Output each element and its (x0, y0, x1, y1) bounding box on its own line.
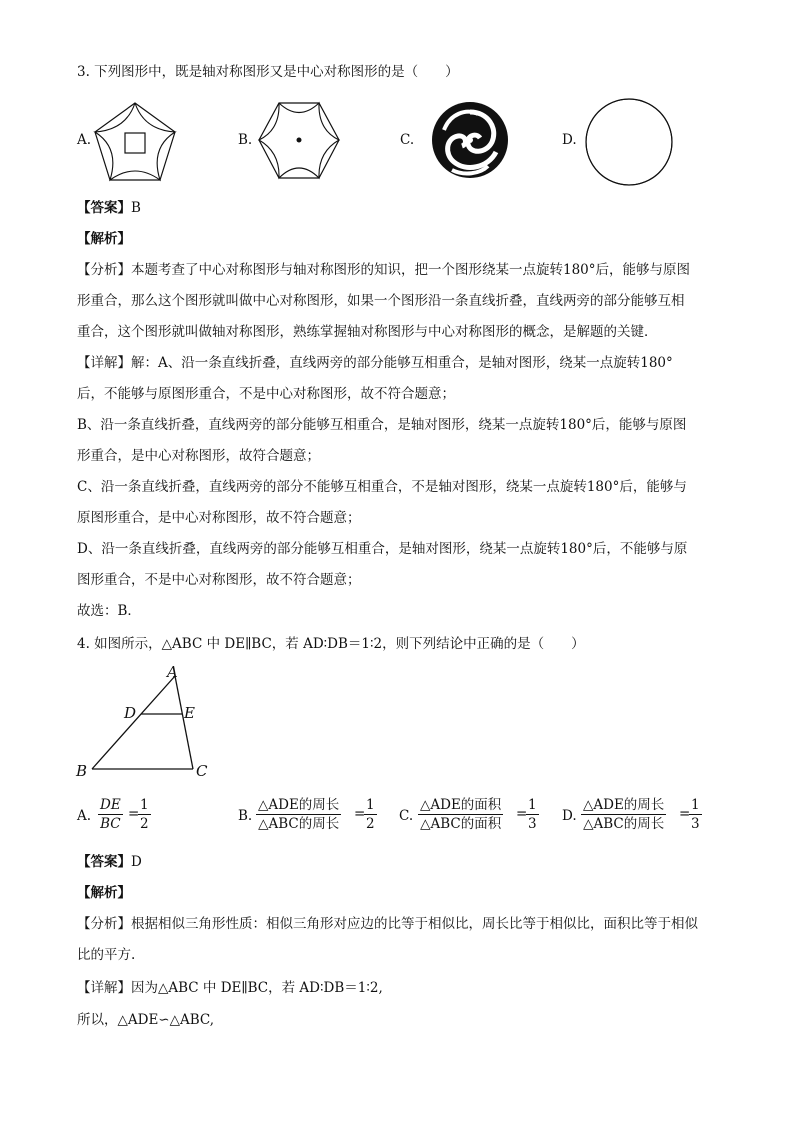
q4-option-d-den: △ABC的周长 (583, 816, 665, 832)
q3-answer (77, 198, 141, 218)
q4-option-d-ratio (689, 796, 702, 833)
q4-option-d-fraction (581, 796, 666, 833)
q3-option-c-label: C. (400, 132, 415, 148)
triangle-vertex-a: A (167, 663, 178, 681)
q4-option-b-label: B. (238, 808, 253, 824)
q3-line-8: C、沿一条直线折叠，直线两旁的部分不能够互相重合，不是轴对图形，绕某一点旋转180°后，能够与 (77, 479, 687, 495)
triangle-point-d: D (124, 704, 137, 722)
q4-option-c-ratio-num: 1 (528, 797, 537, 813)
q4-option-a-label: A. (77, 808, 92, 824)
q3-line-10: D、沿一条直线折叠，直线两旁的部分能够互相重合，是轴对图形，绕某一点旋转180°后，不能够与原 (77, 541, 688, 557)
q4-option-d-ratio-den: 3 (691, 816, 700, 832)
q3-figure-swirl (430, 100, 510, 180)
q4-line-1: 【分析】根据相似三角形性质：相似三角形对应边的比等于相似比，周长比等于相似比，面积比等于相似 (77, 916, 698, 932)
q4-answer-tag: 【答案】 (77, 854, 131, 870)
q4-option-d-label: D. (562, 808, 577, 824)
q4-option-a-num: DE (100, 797, 121, 813)
q4-option-d-num: △ADE的周长 (583, 797, 665, 813)
q4-answer-value: D (131, 854, 142, 870)
q4-option-a-fraction (98, 796, 123, 833)
q4-option-c-fraction (418, 796, 503, 833)
q3-answer-value: B (131, 200, 141, 216)
q3-option-b-label: B. (238, 132, 253, 148)
triangle-vertex-b: B (76, 762, 88, 780)
q3-option-d-label: D. (562, 132, 577, 148)
q4-analysis-tag: 【解析】 (77, 885, 131, 901)
q3-analysis-tag: 【解析】 (77, 231, 131, 247)
q4-option-b-den: △ABC的周长 (258, 816, 340, 832)
q4-option-c-eq: = (516, 806, 528, 822)
q3-line-6: B、沿一条直线折叠，直线两旁的部分能够互相重合，是轴对图形，绕某一点旋转180°后，能够与原图 (77, 417, 687, 433)
triangle-point-e: E (184, 704, 195, 722)
q4-line-3: 【详解】因为△ABC 中 DE∥BC，若 AD∶DB＝1∶2, (77, 980, 383, 996)
q4-line-4: 所以，△ADE∽△ABC, (77, 1012, 215, 1028)
q4-option-b-fraction (256, 796, 341, 833)
q4-answer (77, 852, 142, 872)
q3-figure-hexagon (256, 100, 342, 182)
q3-line-1: 【分析】本题考查了中心对称图形与轴对称图形的知识，把一个图形绕某一点旋转180°后，能够与原图 (77, 262, 691, 278)
q3-answer-tag: 【答案】 (77, 200, 131, 216)
q4-option-c-label: C. (399, 808, 414, 824)
q4-option-d-ratio-num: 1 (691, 797, 700, 813)
q4-option-a-eq: = (128, 806, 140, 822)
q4-line-2: 比的平方. (77, 947, 136, 963)
triangle-vertex-c: C (196, 762, 208, 780)
q4-stem: 4. 如图所示，△ABC 中 DE∥BC，若 AD∶DB＝1∶2，则下列结论中正确的是（ ） (77, 636, 585, 652)
q3-line-4: 【详解】解：A、沿一条直线折叠，直线两旁的部分能够互相重合，是轴对图形，绕某一点旋转180° (77, 355, 673, 371)
q3-line-9: 原图形重合，是中心对称图形，故不符合题意； (77, 510, 361, 526)
q4-option-b-ratio-den: 2 (366, 816, 375, 832)
q3-line-7: 形重合，是中心对称图形，故符合题意； (77, 448, 320, 464)
q4-option-a-den: BC (100, 816, 121, 832)
q3-figure-pentagon (92, 100, 178, 184)
q4-option-b-ratio-num: 1 (366, 797, 375, 813)
q4-option-b-ratio (364, 796, 377, 833)
q4-option-b-eq: = (354, 806, 366, 822)
q4-option-a-ratio-num: 1 (140, 797, 149, 813)
q4-option-b-num: △ADE的周长 (258, 797, 340, 813)
q4-option-a-ratio (138, 796, 151, 833)
q3-figure-circle-arcs (583, 96, 675, 188)
q3-line-11: 图形重合，不是中心对称图形，故不符合题意； (77, 572, 361, 588)
q4-option-c-ratio-den: 3 (528, 816, 537, 832)
q4-option-d-eq: = (679, 806, 691, 822)
q4-option-c-ratio (526, 796, 539, 833)
q3-option-a-label: A. (77, 132, 92, 148)
q4-option-a-ratio-den: 2 (140, 816, 149, 832)
q3-line-12: 故选：B． (77, 603, 141, 619)
q3-stem: 3. 下列图形中，既是轴对称图形又是中心对称图形的是（ ） (77, 64, 459, 80)
q3-line-2: 形重合，那么这个图形就叫做中心对称图形，如果一个图形沿一条直线折叠，直线两旁的部分能够互相 (77, 293, 685, 309)
q4-option-c-num: △ADE的面积 (420, 797, 502, 813)
q3-line-3: 重合，这个图形就叫做轴对称图形，熟练掌握轴对称图形与中心对称图形的概念，是解题的关键． (77, 324, 658, 340)
q3-line-5: 后，不能够与原图形重合，不是中心对称图形，故不符合题意； (77, 386, 455, 402)
q4-option-c-den: △ABC的面积 (420, 816, 502, 832)
